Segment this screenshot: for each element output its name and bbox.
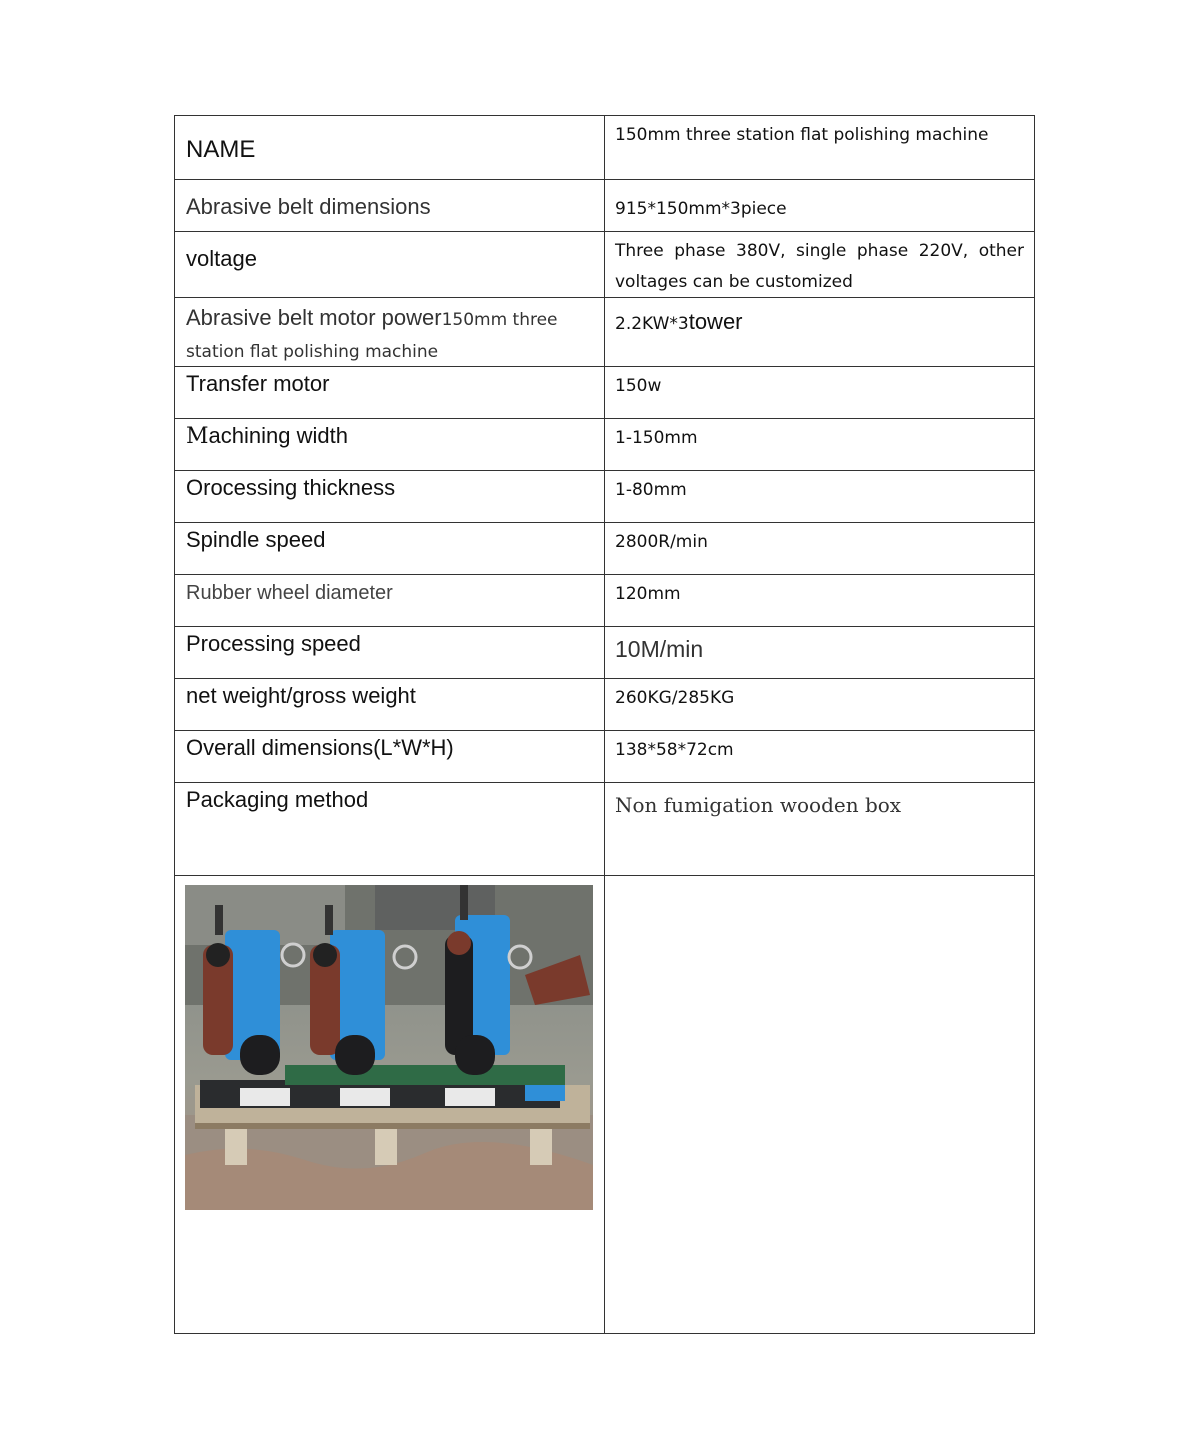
spec-label-wrap: [175, 298, 604, 366]
spec-row-name: [175, 116, 1035, 180]
spec-label: Orocessing thickness: [186, 474, 396, 500]
machine-photo: [185, 885, 593, 1210]
spec-value: 120mm: [615, 583, 681, 604]
spec-row-weight: [175, 678, 1035, 730]
spec-value: 2800R/min: [615, 531, 708, 552]
spec-row-machining-width: [175, 418, 1035, 470]
spec-row-processing-thickness: [175, 470, 1035, 522]
spec-value: 1-80mm: [615, 479, 687, 500]
spec-value: 150mm three station flat polishing machine: [615, 125, 989, 145]
spec-value: 150w: [615, 375, 662, 396]
spec-value: 1-150mm: [615, 427, 698, 448]
spec-row-spindle-speed: [175, 522, 1035, 574]
spec-label: Spindle speed: [186, 526, 326, 552]
spec-label: Abrasive belt dimensions: [186, 194, 431, 219]
machine-illustration: [185, 885, 593, 1210]
spec-label: Abrasive belt motor power: [186, 305, 442, 331]
spec-label: Rubber wheel diameter: [186, 581, 393, 604]
spec-label: voltage: [186, 246, 257, 271]
spec-value-wrap: [605, 298, 1034, 342]
spec-row-rubber-wheel: [175, 574, 1035, 626]
spec-value: 10M/min: [615, 635, 704, 662]
spec-label: NAME: [186, 136, 256, 163]
spec-label: net weight/gross weight: [186, 682, 416, 708]
spec-label: Overall dimensions(L*W*H): [186, 734, 454, 760]
spec-label: Processing speed: [186, 630, 361, 656]
spec-label-suffix: 150mm three station flat polishing machine: [186, 310, 558, 363]
spec-row-motor-power: [175, 298, 1035, 367]
spec-value: 915*150mm*3piece: [615, 199, 787, 219]
spec-value: Three phase 380V, single phase 220V, other voltages can be customized: [615, 241, 1024, 292]
spec-row-packaging: [175, 782, 1035, 875]
spec-label-wrap: [175, 419, 604, 450]
value-cell: [605, 116, 1035, 180]
spec-value: Non fumigation wooden box: [615, 792, 902, 817]
spec-label-initial: M: [186, 423, 209, 449]
spec-row-transfer-motor: [175, 366, 1035, 418]
spec-value: 2.2KW*3: [615, 314, 689, 335]
spec-label: achining width: [208, 422, 348, 448]
spec-value: 138*58*72cm: [615, 739, 734, 760]
spec-row-processing-speed: [175, 626, 1035, 678]
label-cell: [175, 116, 605, 180]
spec-value: 260KG/285KG: [615, 687, 735, 708]
spec-row-belt-dimensions: [175, 180, 1035, 232]
spec-label: Transfer motor: [186, 370, 330, 396]
spec-row-dimensions: [175, 730, 1035, 782]
photo-row: [175, 875, 1035, 1333]
spec-table: [174, 115, 1035, 1334]
spec-value-suffix: tower: [688, 309, 743, 335]
spec-row-voltage: [175, 232, 1035, 298]
spec-label: Packaging method: [186, 786, 369, 812]
